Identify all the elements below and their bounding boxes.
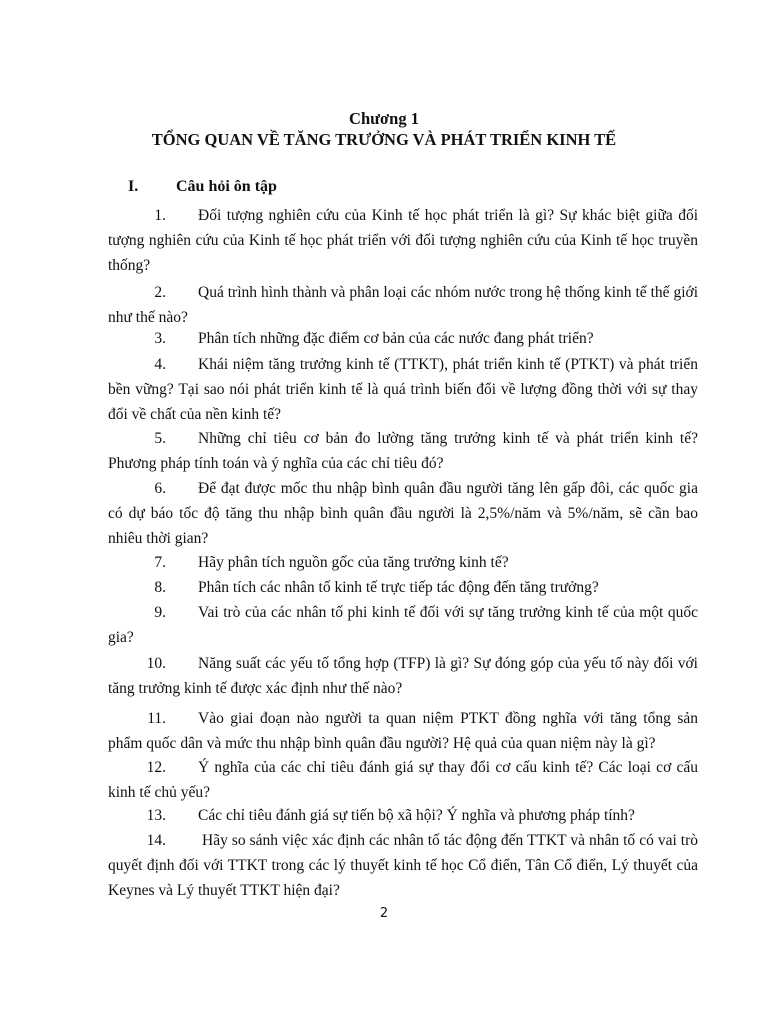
question-item [108,280,698,330]
question-item [108,550,698,575]
question-number: 9. [154,604,166,621]
question-text: Năng suất các yếu tố tổng hợp (TFP) là gì? Sự đóng góp của yếu tố này đối với tăng trưởng kinh tế được xác định như thế nào? [108,655,698,697]
question-number: 11. [147,710,166,727]
question-item [108,352,698,427]
question-number: 10. [146,655,166,672]
question-number: 3. [154,330,166,347]
question-number: 6. [154,480,166,497]
question-item [108,828,698,903]
question-number: 7. [154,554,166,571]
question-item [108,803,698,828]
question-text: Hãy phân tích nguồn gốc của tăng trưởng kinh tế? [198,554,509,571]
question-text: Phân tích các nhân tố kinh tế trực tiếp tác động đến tăng trưởng? [198,579,599,596]
question-text: Quá trình hình thành và phân loại các nhóm nước trong hệ thống kinh tế thế giới như thế nào? [108,284,698,326]
question-text: Các chỉ tiêu đánh giá sự tiến bộ xã hội? Ý nghĩa và phương pháp tính? [198,807,635,824]
question-item [108,575,698,600]
question-number: 2. [154,284,166,301]
page-number: 2 [379,906,389,921]
section-number: I. [128,178,139,195]
question-text: Ý nghĩa của các chỉ tiêu đánh giá sự thay đổi cơ cấu kinh tế? Các loại cơ cấu kinh tế chủ yếu? [108,759,698,801]
question-text: Những chỉ tiêu cơ bản đo lường tăng trưởng kinh tế và phát triển kinh tế? Phương pháp tính toán và ý nghĩa của các chỉ tiêu đó? [108,430,698,472]
question-number: 5. [154,430,166,447]
question-item [108,203,698,278]
question-item [108,651,698,701]
question-text: Khái niệm tăng trưởng kinh tế (TTKT), phát triển kinh tế (PTKT) và phát triển bền vững? Tại sao nói phát triển kinh tế là quá trình biến đổi về lượng đồng thời với sự thay đổi về chất của nền kinh tế? [108,356,698,423]
question-number: 4. [154,356,166,373]
question-number: 14. [146,832,166,849]
section-title-text: Câu hỏi ôn tập [176,178,277,195]
chapter-heading: TỔNG QUAN VỀ TĂNG TRƯỞNG VÀ PHÁT TRIỂN KINH TẾ [151,130,617,149]
question-number: 13. [146,807,166,824]
question-text: Vào giai đoạn nào người ta quan niệm PTKT đồng nghĩa với tăng tổng sản phẩm quốc dân và mức thu nhập bình quân đầu người? Hệ quả của quan niệm này là gì? [108,710,698,752]
question-text: Vai trò của các nhân tố phi kinh tế đối với sự tăng trưởng kinh tế của một quốc gia? [108,604,698,646]
chapter-label: Chương 1 [349,109,419,128]
question-text: Hãy so sánh việc xác định các nhân tố tác động đến TTKT và nhân tố có vai trò quyết định đối với TTKT trong các lý thuyết kinh tế học Cổ điển, Tân Cổ điển, Lý thuyết của Keynes và Lý thuyết TTKT hiện đại? [108,832,698,899]
question-item [108,326,698,351]
section-title [128,176,277,198]
question-number: 8. [154,579,166,596]
question-item [108,476,698,551]
question-text: Phân tích những đặc điểm cơ bản của các nước đang phát triển? [198,330,594,347]
question-item [108,600,698,650]
question-number: 1. [154,207,166,224]
question-number: 12. [146,759,166,776]
question-item [108,755,698,805]
question-text: Đối tượng nghiên cứu của Kinh tế học phát triển là gì? Sự khác biệt giữa đối tượng nghiên cứu của Kinh tế học phát triển với đối tượng nghiên cứu của Kinh tế học truyền thống? [108,207,698,274]
question-text: Để đạt được mốc thu nhập bình quân đầu người tăng lên gấp đôi, các quốc gia có dự báo tốc độ tăng thu nhập bình quân đầu người là 2,5%/năm và 5%/năm, sẽ cần bao nhiêu thời gian? [108,480,698,547]
question-item [108,706,698,756]
question-item [108,426,698,476]
